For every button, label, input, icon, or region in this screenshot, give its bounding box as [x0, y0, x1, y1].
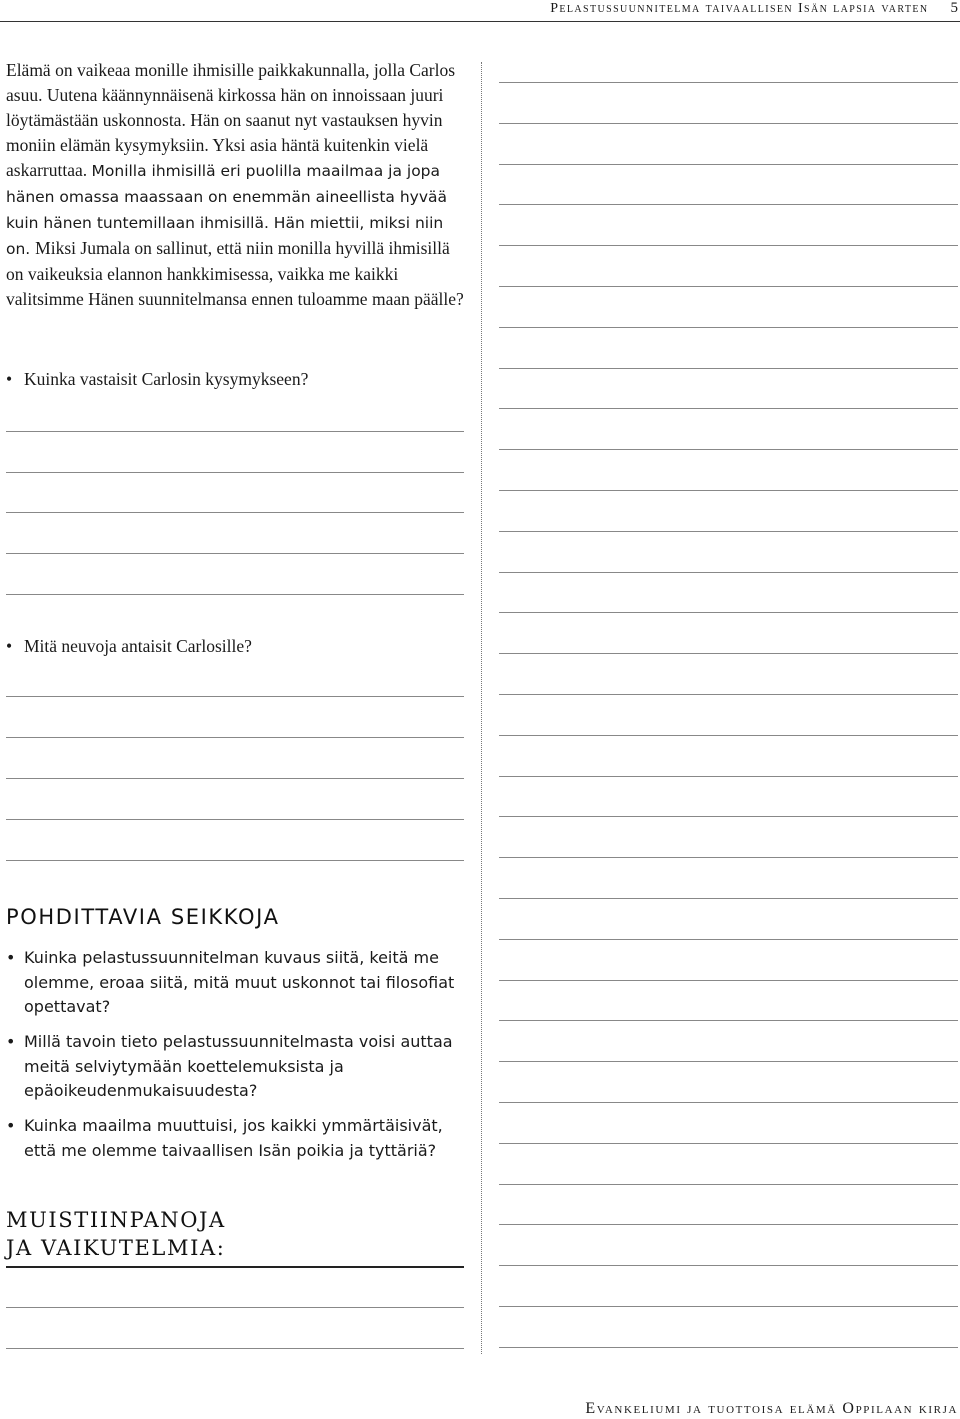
running-title: Pelastussuunnitelma taivaallisen Isän lapsia varten — [550, 1, 929, 16]
notes-heading-line-1: MUISTIINPANOJA — [6, 1208, 226, 1232]
notes-line[interactable] — [499, 1224, 958, 1225]
notes-line[interactable] — [499, 82, 958, 83]
notes-line[interactable] — [499, 327, 958, 328]
bullet-icon: • — [6, 1116, 16, 1135]
answer-line[interactable] — [6, 778, 464, 779]
answer-line[interactable] — [6, 860, 464, 861]
notes-line[interactable] — [499, 1102, 958, 1103]
answer-line[interactable] — [6, 737, 464, 738]
notes-line[interactable] — [499, 1184, 958, 1185]
story-text-sans: Monilla ihmisillä eri puolilla maailmaa ja jopa hänen omassa maassaan on enemmän aineellista hyvää kuin hänen tuntemillaan ihmisillä. Hän miettii, miksi niin on. — [6, 162, 448, 258]
answer-line[interactable] — [6, 512, 464, 513]
question-1-text: Kuinka vastaisit Carlosin kysymykseen? — [24, 369, 309, 389]
header-rule — [0, 21, 960, 22]
notes-line[interactable] — [499, 939, 958, 940]
answer-line[interactable] — [6, 472, 464, 473]
reflect-item-text: Kuinka pelastussuunnitelman kuvaus siitä, keitä me olemme, eroaa siitä, mitä muut uskonnot tai filosofiat opettavat? — [24, 948, 455, 1016]
notes-line[interactable] — [6, 1348, 464, 1349]
notes-line[interactable] — [499, 694, 958, 695]
notes-line[interactable] — [499, 1306, 958, 1307]
notes-line[interactable] — [499, 245, 958, 246]
notes-heading — [6, 1206, 466, 1262]
notes-line[interactable] — [499, 735, 958, 736]
notes-line[interactable] — [499, 980, 958, 981]
story-block — [6, 58, 466, 312]
reflect-heading: POHDITTAVIA SEIKKOJA — [6, 905, 280, 929]
bullet-icon: • — [6, 369, 13, 389]
story-text-serif: Elämä on vaikeaa monille ihmisille paikkakunnalla, jolla Carlos asuu. Uutena käännynnäisenä kirkossa hän on innoissaan juuri löytämästään uskonnosta. Hän on saanut nyt vastauksen hyvin moniin elämän kysymyksiin. Yksi asia häntä kuitenkin vielä askarruttaa. — [6, 60, 456, 180]
question-1 — [6, 367, 466, 392]
notes-line[interactable] — [499, 898, 958, 899]
reflect-item-text: Kuinka maailma muuttuisi, jos kaikki ymmärtäisivät, että me olemme taivaallisen Isän poikia ja tyttäriä? — [24, 1116, 443, 1160]
answer-line[interactable] — [6, 553, 464, 554]
column-divider — [481, 62, 482, 1354]
notes-line[interactable] — [499, 572, 958, 573]
question-2 — [6, 634, 466, 659]
notes-heading-rule — [6, 1266, 464, 1268]
notes-line[interactable] — [499, 531, 958, 532]
reflect-item-2 — [6, 1030, 466, 1104]
notes-line[interactable] — [6, 1307, 464, 1308]
bullet-icon: • — [6, 948, 16, 967]
reflect-item-3 — [6, 1114, 466, 1163]
answer-line[interactable] — [6, 696, 464, 697]
reflect-item-text: Millä tavoin tieto pelastussuunnitelmasta voisi auttaa meitä selviytymään koettelemuksista ja epäoikeudenmukaisuudesta? — [24, 1032, 453, 1100]
notes-line[interactable] — [499, 857, 958, 858]
notes-line[interactable] — [499, 449, 958, 450]
bullet-icon: • — [6, 636, 13, 656]
notes-line[interactable] — [499, 653, 958, 654]
notes-line[interactable] — [499, 286, 958, 287]
answer-line[interactable] — [6, 819, 464, 820]
reflect-item-1 — [6, 946, 466, 1020]
story-text-end: Miksi Jumala on sallinut, että niin monilla hyvillä ihmisillä on vaikeuksia elannon hankkimisessa, vaikka me kaikki valitsimme Hänen suunnitelmansa ennen tuloamme maan päälle? — [6, 238, 464, 309]
bullet-icon: • — [6, 1032, 16, 1051]
notes-line[interactable] — [499, 368, 958, 369]
notes-line[interactable] — [499, 1061, 958, 1062]
notes-line[interactable] — [499, 1020, 958, 1021]
notes-line[interactable] — [499, 1265, 958, 1266]
notes-line[interactable] — [499, 408, 958, 409]
notes-line[interactable] — [499, 816, 958, 817]
notes-line[interactable] — [499, 164, 958, 165]
notes-line[interactable] — [499, 490, 958, 491]
answer-line[interactable] — [6, 431, 464, 432]
notes-line[interactable] — [499, 204, 958, 205]
story-paragraph — [6, 58, 466, 312]
page-number: 5 — [950, 0, 958, 16]
notes-heading-line-2: JA VAIKUTELMIA: — [6, 1236, 226, 1260]
notes-line[interactable] — [499, 776, 958, 777]
notes-line[interactable] — [499, 1143, 958, 1144]
running-header — [0, 0, 958, 20]
notes-line[interactable] — [499, 612, 958, 613]
answer-line[interactable] — [6, 594, 464, 595]
notes-line[interactable] — [499, 1347, 958, 1348]
footer-book-title: Evankeliumi ja tuottoisa elämä Oppilaan kirja — [585, 1400, 958, 1417]
question-2-text: Mitä neuvoja antaisit Carlosille? — [24, 636, 252, 656]
notes-line[interactable] — [499, 123, 958, 124]
